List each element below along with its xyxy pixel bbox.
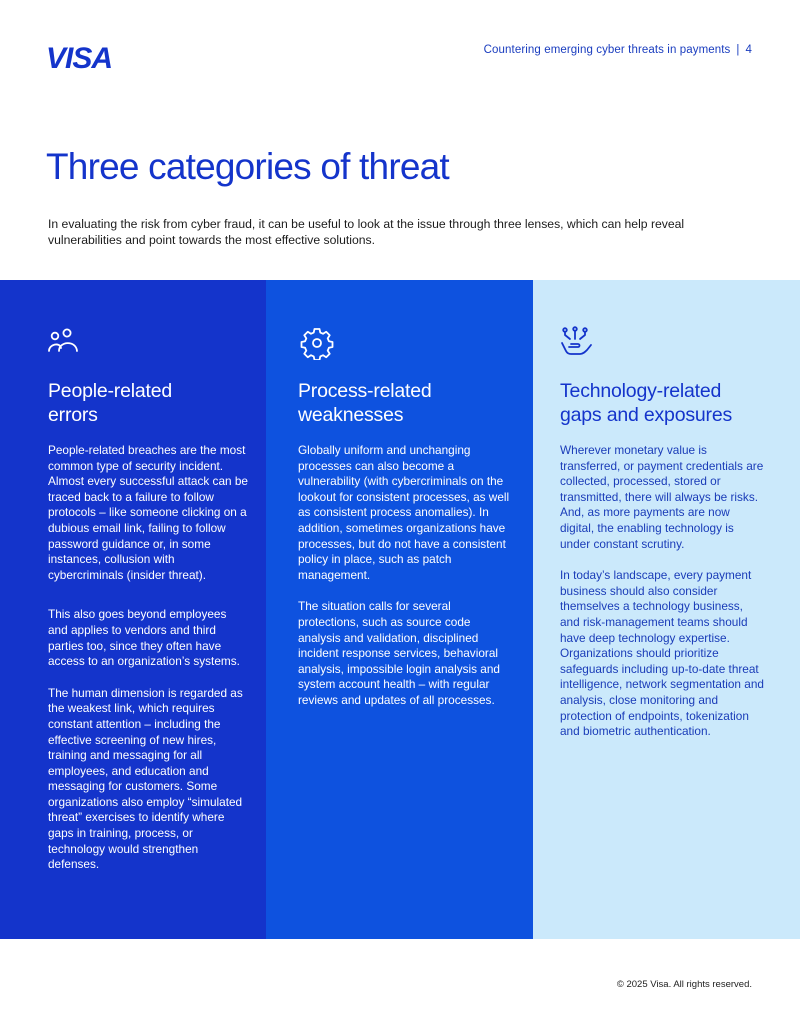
category-technology <box>533 280 800 939</box>
hand-network-icon <box>559 326 593 360</box>
body-paragraph: Globally uniform and unchanging processes can also become a vulnerability (with cybercriminals on the lookout for consistent processes, as well as consistent process anomalies). In addition, sometimes organizations have processes, but do not have a consistent policy in place, such as patch management. <box>298 443 510 582</box>
visa-logo <box>46 44 120 75</box>
intro-paragraph: In evaluating the risk from cyber fraud, it can be useful to look at the issue through three lenses, which can help reveal vulnerabilities and point towards the most effective solutions. <box>48 217 685 247</box>
threat-categories <box>0 280 800 939</box>
heading-line-2: errors <box>48 404 98 426</box>
header <box>484 44 752 56</box>
body-paragraph: In today’s landscape, every payment business should also consider themselves a technology business, and risk-management teams should have deep technology expertise. Organizations should prioritize safeguards including up-to-date threat intelligence, network segmentation and analysis, close monitoring and protection of endpoints, tokenization and biometric authentication. <box>560 568 764 739</box>
body-paragraph: Wherever monetary value is transferred, or payment credentials are collected, processed, stored or transmitted, there will always be risks. And, as more payments are now digital, the enabling technology is under constant scrutiny. <box>560 443 764 551</box>
heading-line-2: weaknesses <box>298 404 404 426</box>
gear-icon <box>300 326 334 360</box>
people-icon <box>46 326 80 360</box>
category-body <box>560 443 764 740</box>
header-separator: | <box>736 44 740 56</box>
page-number: 4 <box>745 44 752 56</box>
copyright: © 2025 Visa. All rights reserved. <box>616 979 752 990</box>
category-people <box>0 280 266 939</box>
page-title: Three categories of threat <box>46 146 449 187</box>
category-body <box>298 443 515 709</box>
body-paragraph: This also goes beyond employees and applies to vendors and third parties too, since they often have access to an organization’s systems. <box>48 607 240 669</box>
category-process <box>266 280 533 939</box>
category-body <box>48 443 248 873</box>
heading-line-1: Process-related <box>298 380 432 402</box>
heading-line-1: Technology-related <box>560 380 722 402</box>
body-paragraph: The human dimension is regarded as the weakest link, which requires constant attention – including the effective screening of new hires, training and messaging for all employees, and education and messaging for customers. Some organizations also employ “simulated threat” exercises to identify where gaps in training, process, or technology would strengthen defenses. <box>48 685 243 872</box>
svg-text:VISA: VISA <box>46 44 113 70</box>
document-title: Countering emerging cyber threats in payments <box>483 44 731 56</box>
heading-line-2: gaps and exposures <box>560 404 733 426</box>
heading-line-1: People-related <box>48 380 173 402</box>
body-paragraph: The situation calls for several protections, such as source code analysis and validation, disciplined incident response services, behavioral analysis, impossible login analysis and system account health – with regular reviews and updates of all processes. <box>298 599 500 707</box>
body-paragraph: People-related breaches are the most common type of security incident. Almost every successful attack can be traced back to a failure to follow protocols – like someone clicking on a dubious email link, failing to follow password guidance or, in some instances, collusion with cybercriminals (insider threat). <box>48 443 248 582</box>
